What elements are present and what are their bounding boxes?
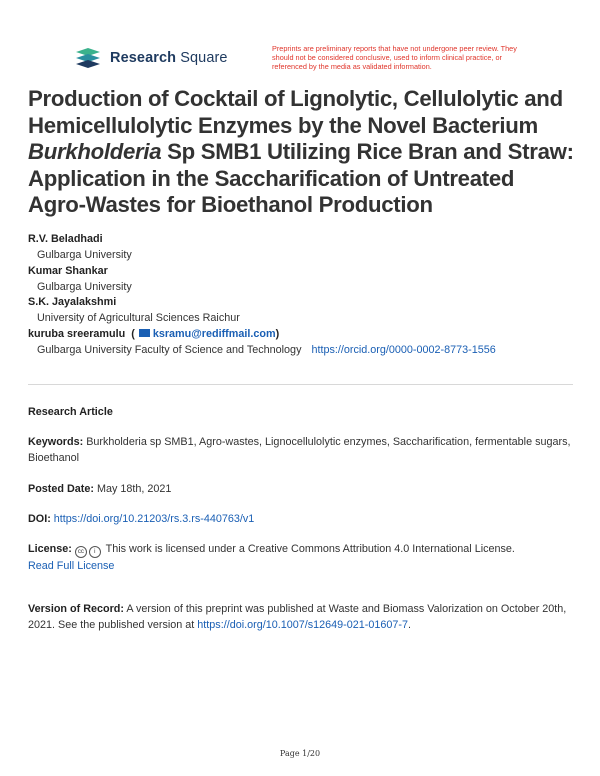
- version-of-record: Version of Record: A version of this preprint was published at Waste and Biomass Valorization on October 20th, 2021. See the published version at https://doi.org/10.1007/s12649-021-01607-7.: [28, 603, 567, 631]
- author-affiliation: University of Agricultural Sciences Raichur: [37, 312, 240, 324]
- corresponding-author: kuruba sreeramulu ( ksramu@rediffmail.com): [28, 327, 280, 340]
- version-of-record-link[interactable]: https://doi.org/10.1007/s12649-021-01607-7: [197, 619, 408, 631]
- read-full-license-link[interactable]: Read Full License: [28, 560, 115, 572]
- logo-text: Research Square: [110, 50, 228, 66]
- posted-date: Posted Date: May 18th, 2021: [28, 483, 172, 495]
- orcid-link[interactable]: https://orcid.org/0000-0002-8773-1556: [311, 343, 496, 356]
- by-icon: i: [89, 546, 101, 558]
- doi-link[interactable]: https://doi.org/10.21203/rs.3.rs-440763/v1: [53, 513, 255, 525]
- author-affiliation: Gulbarga University: [37, 249, 132, 261]
- author-email-link[interactable]: ksramu@rediffmail.com: [152, 327, 276, 340]
- cc-icon: cc: [75, 546, 87, 558]
- paper-title: Production of Cocktail of Lignolytic, Cellulolytic and Hemicellulolytic Enzymes by the Novel Bacterium Burkholderia Sp SMB1 Utilizing Rice Bran and Straw: Application in the Saccharification of Untreated Agro-Wastes for Bioethanol Production: [28, 86, 574, 218]
- divider: [28, 384, 573, 385]
- keywords: Keywords: Burkholderia sp SMB1, Agro-wastes, Lignocellulolytic enzymes, Saccharification, fermentable sugars, Bioethanol: [28, 436, 571, 464]
- research-square-logo-icon: [74, 46, 102, 70]
- page-number: Page 1/20: [279, 749, 321, 758]
- author-list: [28, 232, 578, 358]
- author-name: R.V. Beladhadi: [28, 233, 103, 245]
- author-affiliation: Gulbarga University Faculty of Science and Technology https://orcid.org/0000-0002-8773-1556: [37, 343, 496, 356]
- author-name: S.K. Jayalakshmi: [28, 296, 117, 308]
- email-icon: [139, 329, 150, 337]
- preprint-notice: Preprints are preliminary reports that have not undergone peer review. They should not be considered conclusive, used to inform clinical practice, or referenced by the media as validated information.: [272, 44, 517, 71]
- article-type: Research Article: [28, 406, 113, 418]
- research-square-logo[interactable]: [74, 46, 228, 70]
- author-affiliation: Gulbarga University: [37, 280, 132, 293]
- author-name: Kumar Shankar: [28, 264, 108, 277]
- license: License: cc i This work is licensed under a Creative Commons Attribution 4.0 International License. Read Full License: [28, 543, 515, 572]
- doi: DOI: https://doi.org/10.21203/rs.3.rs-440763/v1: [28, 513, 255, 525]
